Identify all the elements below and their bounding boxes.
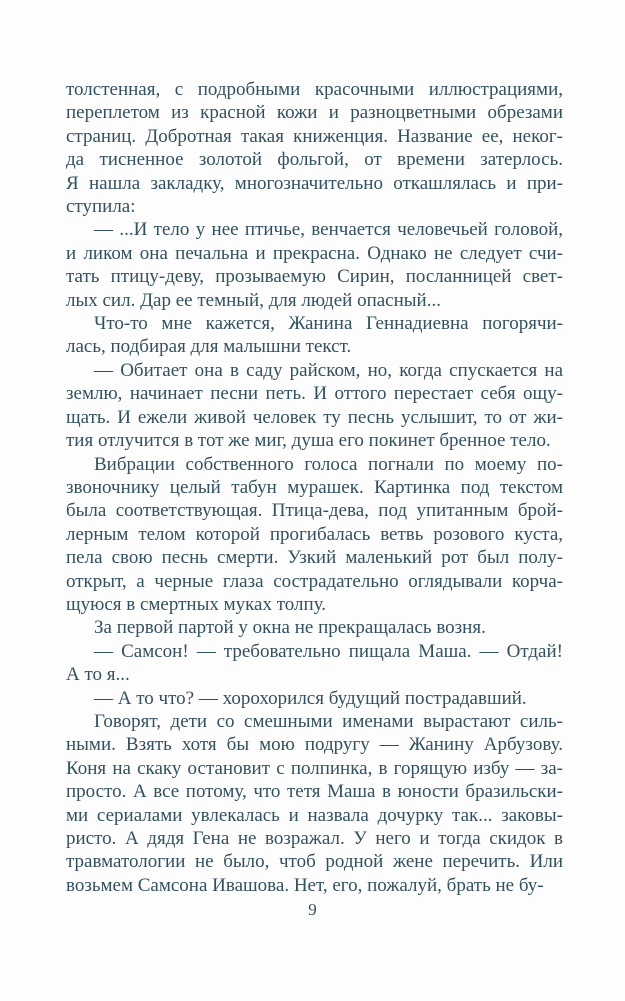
text-line: Коня на скаку остановит с полпинка, в горящую избу — за- [66, 757, 563, 779]
paragraph [66, 640, 563, 687]
text-line: — Самсон! — требовательно пищала Маша. — Отдай! [94, 640, 563, 662]
text-line: ристо. А дядя Гена не возражал. У него и тогда скидок в [66, 828, 563, 849]
text-line: пела свою песнь смерти. Узкий маленький рот был полу- [66, 547, 563, 569]
text-line: землю, начинает песни петь. И оттого перестает себя ощу- [66, 383, 563, 405]
text-line: страниц. Добротная такая книженция. Название ее, неког- [66, 125, 563, 147]
text-line: Я нашла закладку, многозначительно откашлялась и при- [66, 172, 563, 194]
paragraph [66, 616, 563, 639]
paragraph [66, 359, 563, 453]
text-line: лых сил. Дар ее темный, для людей опасный... [66, 289, 441, 311]
text-line: ми сериалами увлекалась и назвала дочурку так... заковы- [66, 804, 563, 826]
text-line: За первой партой у окна не прекращалась возня. [94, 617, 486, 639]
text-line: ступила: [66, 196, 136, 218]
text-line: тия отлучится в тот же миг, душа его покинет бренное тело. [66, 430, 551, 452]
text-line: возьмем Самсона Ивашова. Нет, его, пожалуй, брать не бу- [66, 874, 544, 896]
text-line: открыт, а черные глаза сострадательно оглядывали корча- [66, 570, 563, 592]
text-line: и ликом она печальна и прекрасна. Однако не следует счи- [66, 242, 563, 264]
text-block [66, 78, 563, 897]
page-number: 9 [308, 900, 317, 919]
text-line: толстенная, с подробными красочными иллюстрациями, [66, 79, 563, 100]
paragraph [66, 687, 563, 710]
text-line: ными. Взять хотя бы мою подругу — Жанину Арбузову. [66, 734, 563, 756]
text-line: просто. А все потому, что тетя Маша в юности бразильски- [66, 781, 563, 803]
text-line: переплетом из красной кожи и разноцветными обрезами [66, 102, 563, 124]
paragraph [66, 218, 563, 312]
text-line: — ...И тело у нее птичье, венчается человечьей головой, [94, 219, 563, 241]
paragraph [66, 710, 563, 897]
text-line: щуюся в смертных муках толпу. [66, 593, 327, 615]
text-line: — А то что? — хорохорился будущий пострадавший. [94, 687, 527, 709]
text-line: Говорят, дети со смешными именами вырастают силь- [94, 710, 563, 732]
text-line: да тисненное золотой фольгой, от времени затерлось. [66, 149, 563, 171]
text-line: лерным телом которой прогибалась ветвь розового куста, [66, 523, 563, 545]
text-line: А то я... [66, 664, 130, 686]
text-line: Вибрации собственного голоса погнали по моему по- [94, 453, 563, 475]
text-line: — Обитает она в саду райском, но, когда спускается на [94, 359, 563, 381]
text-line: травматологии не было, чтоб родной жене перечить. Или [66, 851, 563, 873]
text-line: Что-то мне кажется, Жанина Геннадиевна погорячи- [94, 313, 563, 335]
paragraph [66, 453, 563, 617]
text-line: была соответствующая. Птица-дева, под упитанным брой- [66, 500, 563, 522]
text-line: лась, подбирая для малышни текст. [66, 336, 352, 358]
text-line: тать птицу-деву, прозываемую Сирин, посланницей свет- [66, 266, 563, 288]
paragraph [66, 78, 563, 218]
paragraph [66, 312, 563, 359]
text-line: звоночнику целый табун мурашек. Картинка под текстом [66, 476, 563, 498]
text-line: щать. И ежели живой человек ту песнь услышит, то от жи- [66, 406, 563, 428]
